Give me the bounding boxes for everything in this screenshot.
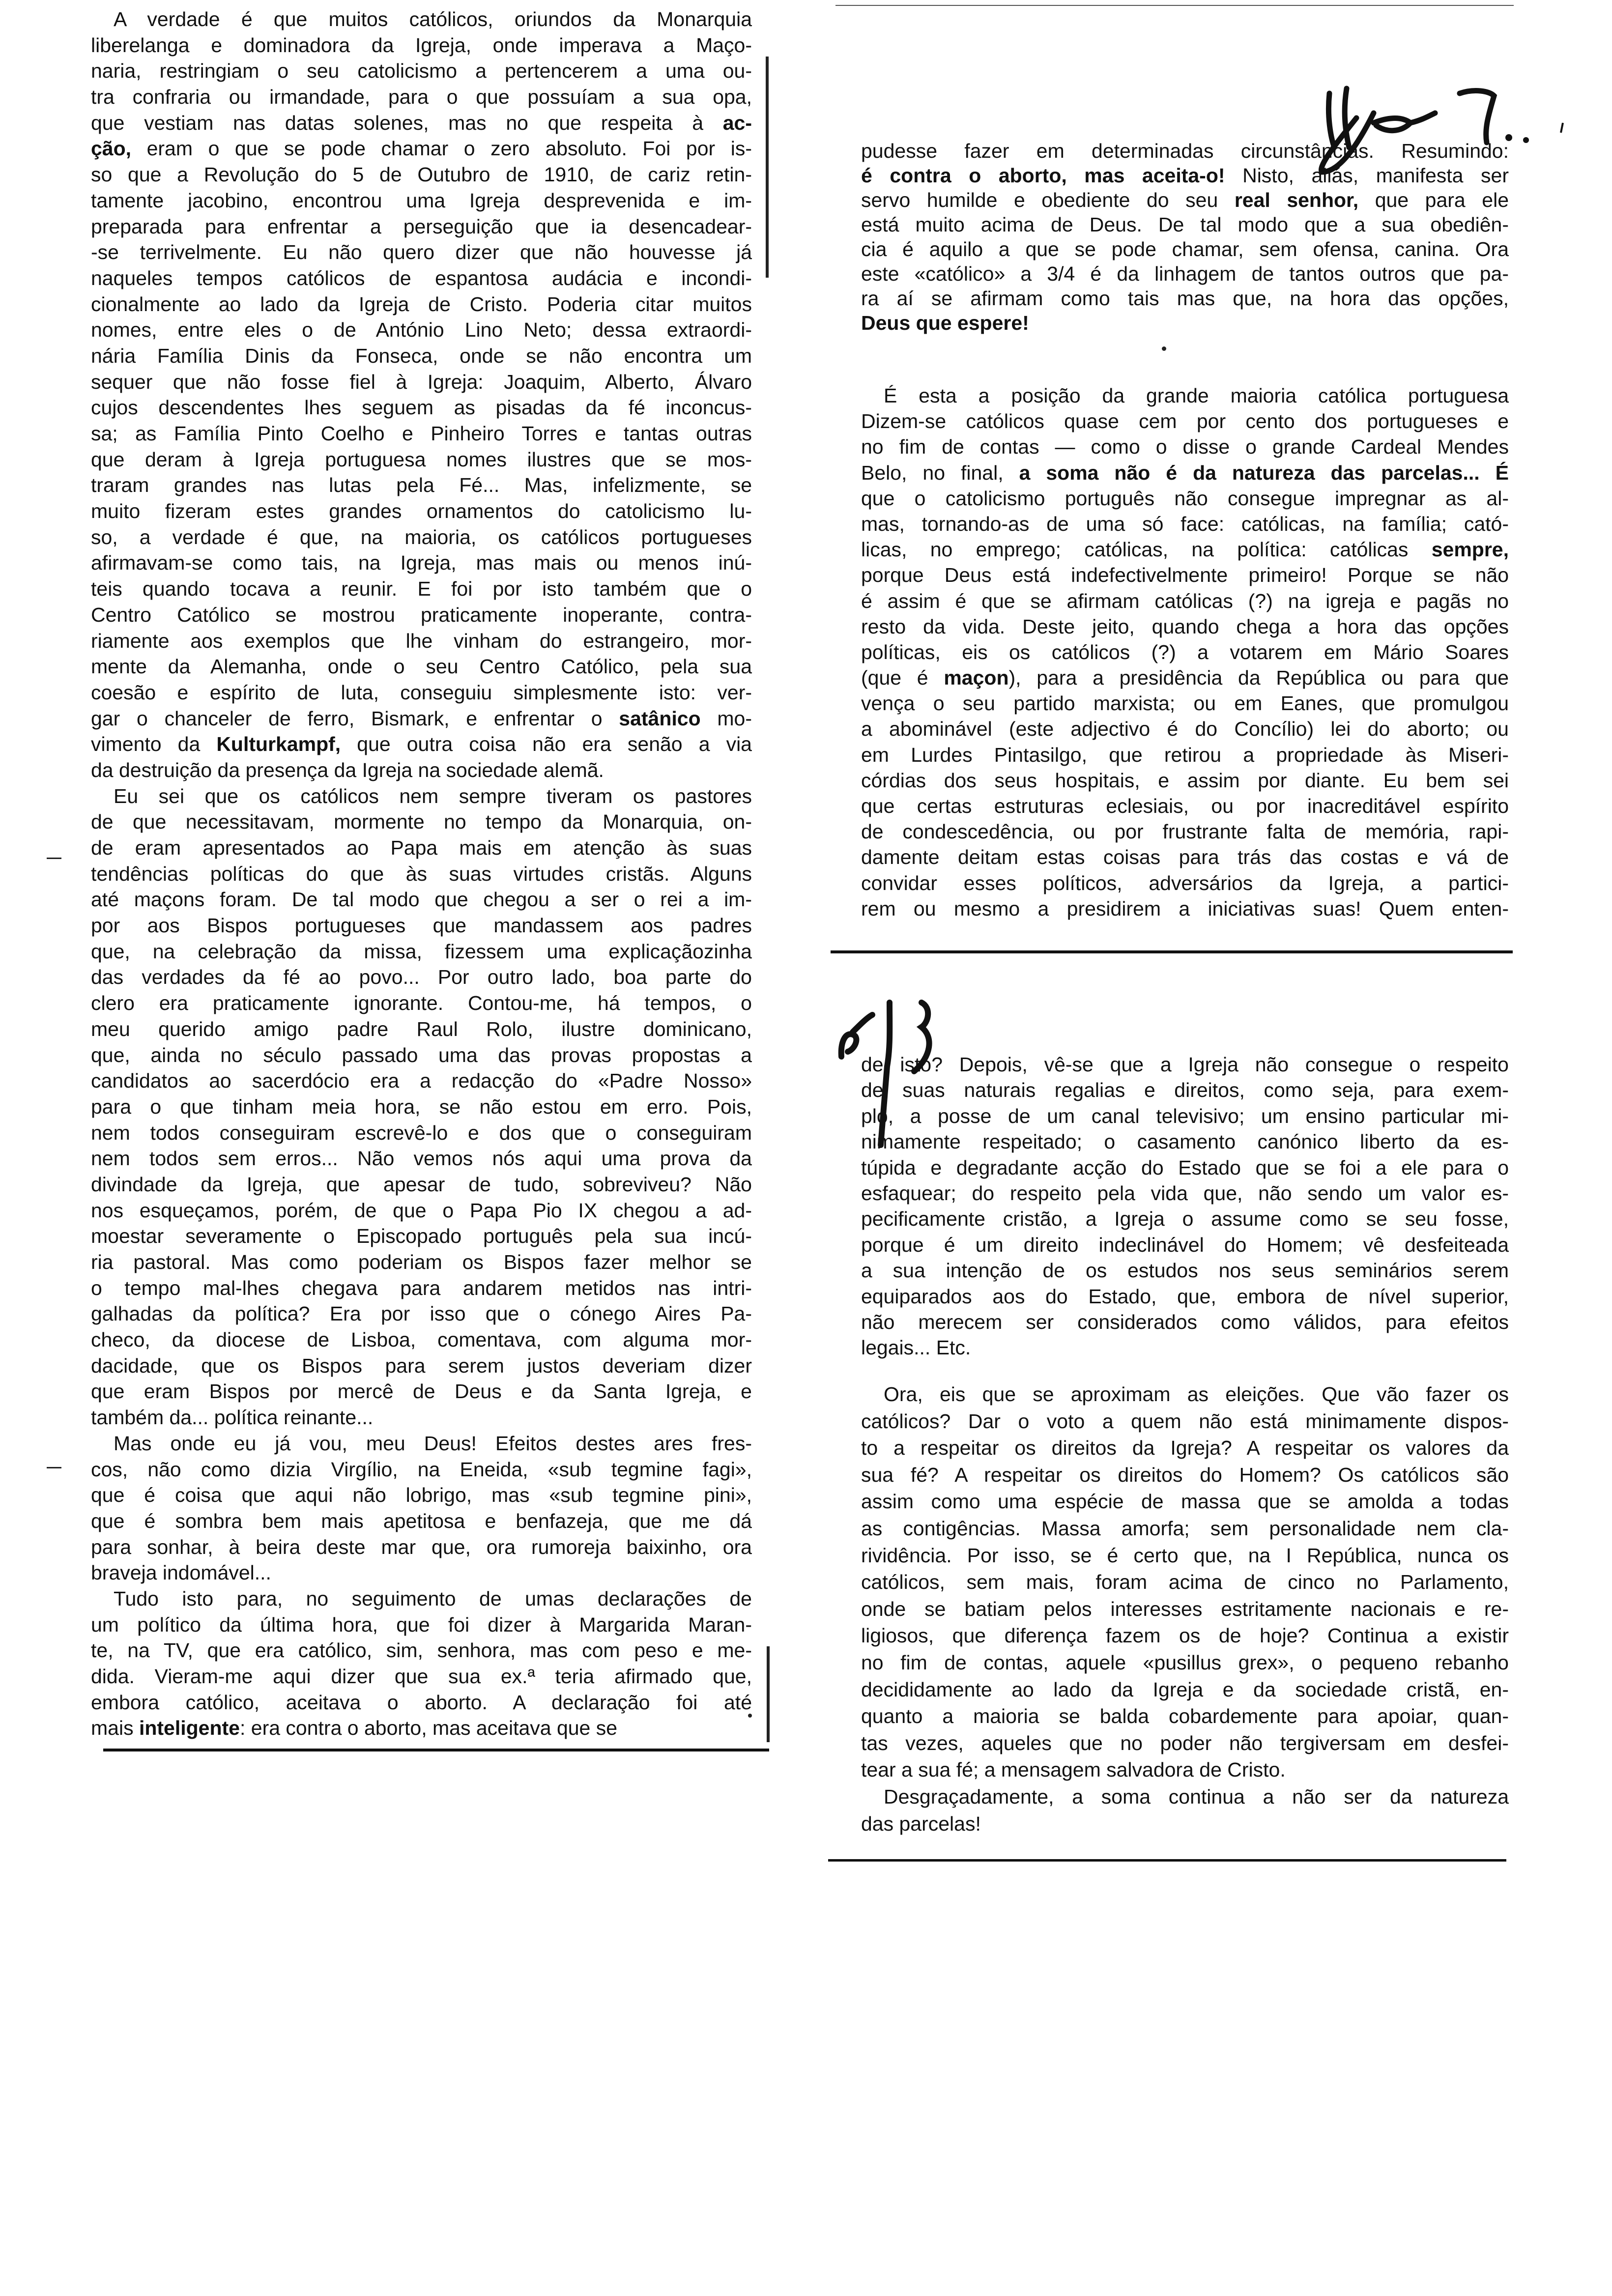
text-line [861,690,1509,716]
text-span: mas, tornando-as de uma só face: católicas, na família; cató- [861,512,1509,535]
text-line [861,742,1509,768]
text-span: liberelanga e dominadora da Igreja, onde imperava a Maço- [91,33,752,57]
text-span: da destruição da presença da Igreja na sociedade alemã. [91,758,604,781]
text-line [91,1120,752,1146]
text-line [91,1327,752,1353]
text-line [861,1488,1509,1515]
text-span: mais [91,1717,139,1740]
text-span: sua fé? A respeitar os direitos do Homem? Os católicos são [861,1463,1509,1486]
text-span: não merecem ser considerados como válidos, para efeitos [861,1310,1509,1333]
bold-text: Deus que espere! [861,312,1029,334]
bold-text: sempre, [1431,538,1509,561]
text-span: Tudo isto para, no seguimento de umas declarações de [114,1587,752,1610]
text-line [91,395,752,421]
text-line [91,58,752,84]
right-column-middle-text [861,383,1509,921]
text-span: nem todos sem erros... Não vemos nós aqui uma prova da [91,1147,752,1170]
text-span: checo, da diocese de Lisboa, comentava, com alguma mor- [91,1328,752,1351]
text-span: É esta a posição da grande maioria católica portuguesa [884,384,1509,407]
text-line [91,628,752,654]
text-line [91,1198,752,1224]
text-span: cionalmente ao lado da Igreja de Cristo. Poderia citar muitos [91,292,752,316]
text-line [861,408,1509,434]
text-line [861,1515,1509,1542]
text-span: o tempo mal-lhes chegava para andarem metidos nas intri- [91,1276,752,1299]
left-column-text [91,6,752,1741]
text-span: este «católico» a 3/4 é da linhagem de tantos outros que pa- [861,262,1509,285]
text-span: pudesse fazer em determinadas circunstâncias. Resumindo: [861,140,1509,162]
text-span: também da... política reinante... [91,1406,374,1429]
text-span: tear a sua fé; a mensagem salvadora de Cristo. [861,1758,1286,1781]
text-span: Eu sei que os católicos nem sempre tiveram os pastores [114,784,752,807]
text-line [91,6,752,32]
text-line [861,1381,1509,1408]
text-line [91,1068,752,1094]
text-line [861,793,1509,819]
text-line [861,1284,1509,1309]
text-line [861,1206,1509,1232]
text-line [91,1094,752,1120]
text-span: naqueles tempos católicos de espantosa audácia e incondi- [91,266,752,289]
top-thin-rule [835,5,1514,6]
text-line [91,654,752,680]
text-span: até maçons foram. De tal modo que chegou a ser o rei a im- [91,888,752,911]
text-span: ligiosos, que diferença fazem os de hoje? Continua a existir [861,1624,1509,1647]
text-line [861,1756,1509,1783]
text-span: mo- [700,707,752,730]
text-line [861,588,1509,614]
text-span: a sua intenção de os estudos nos seus seminários serem [861,1259,1509,1282]
text-span: teis quando tocava a reunir. E foi por isto também que o [91,577,752,601]
text-line [861,212,1509,237]
bold-text: maçon [944,666,1009,689]
text-line [91,1715,752,1741]
right-column-bottom-text [861,1381,1509,1837]
text-line [861,434,1509,459]
text-line [91,1534,752,1560]
text-line [91,1482,752,1508]
text-span: braveja indomável... [91,1561,271,1584]
text-span: vença o seu partido marxista; ou em Eanes, que promulgou [861,692,1509,715]
text-line [861,311,1509,335]
text-span: que, ainda no século passado uma das provas propostas a [91,1043,752,1066]
text-line [861,537,1509,562]
text-span: nos esqueçamos, porém, de que o Papa Pio IX chegou a ad- [91,1199,752,1222]
text-span: que vestiam nas datas solenes, mas no que respeita à [91,111,723,134]
text-line [861,1052,1509,1077]
text-span: nem todos conseguiram escrevê-lo e dos que o conseguiram [91,1121,752,1144]
text-line [861,1810,1509,1837]
text-line [91,1637,752,1664]
paragraph [861,139,1509,335]
text-line [861,1408,1509,1435]
text-line [91,32,752,58]
right-column-lower-text [861,1052,1509,1361]
paragraph [91,6,752,783]
text-line [861,870,1509,896]
text-span: políticas, eis os católicos (?) a votarem em Mário Soares [861,640,1509,663]
text-span: tendências políticas do que às suas virtudes cristãs. Alguns [91,862,752,885]
text-span: traram grandes nas lutas pela Fé... Mas, infelizmente, se [91,474,752,497]
text-span: sa; as Família Pinto Coelho e Pinheiro Torres e tantas outras [91,422,752,445]
text-span: candidatos ao sacerdócio era a redacção do «Padre Nosso» [91,1069,752,1092]
text-span: porque é um direito indeclinável do Homem; vê desfeiteada [861,1233,1509,1256]
text-span: de que necessitavam, mormente no tempo da Monarquia, on- [91,810,752,833]
text-span: que é sombra bem mais apetitosa e benfazeja, que me dá [91,1509,752,1532]
bold-text: é contra o aborto, mas aceita-o! [861,164,1225,187]
text-line [861,1258,1509,1283]
text-line [861,614,1509,639]
bold-text: Kulturkampf, [216,733,341,756]
text-span: que o catolicismo português não consegue impregnar as al- [861,487,1509,510]
text-span: que, na celebração da missa, fizessem uma explicaçãozinha [91,940,752,963]
text-span: a abominável (este adjectivo é do Concílio) lei do aborto; ou [861,718,1509,741]
bold-text: real senhor, [1234,189,1359,211]
text-span: damente deitam estas coisas para trás das costas e vá de [861,846,1509,869]
text-span: esfaquear; do respeito pela vida que, não sendo um valor es- [861,1181,1509,1205]
text-span: para sonhar, à beira deste mar que, ora rumoreja baixinho, ora [91,1535,752,1558]
text-span: muito fizeram estes grandes ornamentos do catolicismo lu- [91,500,752,523]
text-line [91,239,752,265]
text-span: quanto a maioria se balda cobardemente para apoiar, quan- [861,1705,1509,1728]
text-line [861,139,1509,163]
text-span: para o que tinham meia hora, se não estou em erro. Pois, [91,1095,752,1118]
text-span: naria, restringiam o seu catolicismo a pertencerem a uma ou- [91,59,752,83]
text-span: no fim de contas, aquele «pusillus grex», o pequeno rebanho [861,1651,1509,1674]
text-span: cos, não como dizia Virgílio, na Eneida, «sub tegmine fagi», [91,1458,752,1481]
right-column-top-text [861,139,1509,335]
text-line [91,913,752,939]
paragraph [91,1431,752,1586]
right-column-divider-rule [831,950,1513,953]
text-span: Mas onde eu já vou, meu Deus! Efeitos destes ares fres- [114,1432,752,1455]
text-span: rividência. Por isso, se é certo que, na I República, nunca os [861,1544,1509,1567]
text-line [91,680,752,706]
text-span: moestar severamente o Episcopado português pela sua incú- [91,1225,752,1248]
text-span: de condescedência, ou por frustrante falta de memória, rapi- [861,820,1509,843]
text-line [861,1077,1509,1103]
text-span: córdias dos seus hospitais, e assim por diante. Eu bem sei [861,769,1509,792]
text-span: so que a Revolução do 5 de Outubro de 1910, de cariz retin- [91,163,752,186]
text-span: nomes, entre eles o de António Lino Neto; dessa extraordi- [91,318,752,342]
text-line [91,421,752,447]
text-span: servo humilde e obediente do seu [861,189,1235,211]
paragraph [861,383,1509,921]
left-column-end-rule [103,1749,769,1751]
text-line [91,1249,752,1275]
text-line [91,757,752,783]
text-line [861,1155,1509,1180]
bold-text: a soma não é da natureza das parcelas... É [1019,461,1509,484]
text-span: tas vezes, aqueles que no poder não tergiversam em desfei- [861,1731,1509,1754]
text-span: está muito acima de Deus. De tal modo que a sua obediên- [861,213,1509,236]
text-span: eram o que se pode chamar o zero absoluto. Foi por is- [131,137,752,160]
text-span: gar o chanceler de ferro, Bismark, e enfrentar o [91,707,619,730]
text-span: católicos? Dar o voto a quem não está minimamente dispos- [861,1409,1509,1433]
text-line [91,1223,752,1249]
right-column-end-rule [828,1859,1506,1862]
margin-dash [47,1467,61,1468]
text-line [91,369,752,395]
text-line [91,1353,752,1379]
text-span: riamente aos exemplos que lhe vinham do estrangeiro, mor- [91,629,752,652]
text-line [861,1129,1509,1154]
text-line [861,1232,1509,1258]
text-line [91,809,752,835]
text-span: nimamente respeitado; o casamento canónico liberto da es- [861,1130,1509,1153]
text-line [861,896,1509,921]
text-span: meu querido amigo padre Raul Rolo, ilustre dominicano, [91,1017,752,1040]
text-span: nária Família Dinis da Fonseca, onde se não encontra um [91,344,752,367]
text-line [861,1703,1509,1730]
text-span: afirmavam-se como tais, na Igreja, mas mais ou menos inú- [91,551,752,574]
text-span: em Lurdes Pintasilgo, que retirou a propriedade às Miseri- [861,743,1509,766]
text-span: Dizem-se católicos quase cem por cento dos portugueses e [861,410,1509,433]
text-line [91,188,752,214]
bold-text: satânico [619,707,701,730]
text-span: é assim é que se afirmam católicas (?) na igreja e pagãs no [861,589,1509,612]
text-span: tra confraria ou irmandade, para o que possuíam a sua opa, [91,86,752,109]
text-span: embora católico, aceitava o aborto. A declaração foi até [91,1691,752,1714]
text-line [91,1560,752,1586]
text-span: clero era praticamente ignorante. Contou-me, há tempos, o [91,992,752,1015]
text-line [91,162,752,188]
text-span: porque Deus está indefectivelmente primeiro! Porque se não [861,564,1509,587]
text-line [861,562,1509,588]
paragraph [861,1381,1509,1783]
text-line [861,163,1509,188]
text-span: ria pastoral. Mas como poderiam os Bispos fazer melhor se [91,1251,752,1273]
text-line [91,447,752,473]
text-span: so, a verdade é que, na maioria, os católicos portugueses [91,525,752,548]
text-span: que é coisa que aqui não lobrigo, mas «sub tegmine pini», [91,1484,752,1507]
text-span: legais... Etc. [861,1336,971,1359]
text-span: tamente jacobino, encontrou uma Igreja desprevenida e im- [91,189,752,212]
text-span: Nisto, aliás, manifesta ser [1225,164,1509,187]
text-line [91,731,752,757]
text-span: plo, a posse de um canal televisivo; um ensino particular mi- [861,1104,1509,1127]
text-line [861,460,1509,486]
text-line [91,1431,752,1457]
text-span: cujos descendentes lhes seguem as pisadas da fé inconcus- [91,396,752,419]
text-span: das verdades da fé ao povo... Por outro lado, boa parte do [91,966,752,989]
text-line [861,1335,1509,1360]
text-span: licas, no emprego; católicas, na política: católicas [861,538,1432,561]
text-line [861,1542,1509,1569]
text-line [91,1016,752,1042]
text-span: pecificamente cristão, a Igreja o assume como se seu fosse, [861,1207,1509,1231]
text-line [861,768,1509,793]
text-span: preparada para enfrentar a perseguição que ia desencadear- [91,215,752,238]
text-line [91,84,752,110]
text-line [91,1146,752,1172]
text-span: Centro Católico se mostrou praticamente inoperante, contra- [91,603,752,626]
text-line [861,188,1509,212]
text-line [861,819,1509,844]
text-span: cia é aquilo a que se pode chamar, sem ofensa, canina. Ora [861,238,1509,260]
text-span: dida. Vieram-me aqui dizer que sua ex.ª teria afirmado que, [91,1665,752,1688]
text-line [861,383,1509,408]
text-span: que outra coisa não era senão a via [341,733,752,756]
text-line [861,1462,1509,1489]
text-line [91,964,752,990]
bold-text: inteligente [139,1717,240,1740]
text-line [861,1596,1509,1623]
text-span: dacidade, que os Bispos para serem justos deveriam dizer [91,1354,752,1377]
text-span: resto da vida. Deste jeito, quando chega a hora das opções [861,615,1509,638]
text-line [91,835,752,861]
text-span: vimento da [91,733,217,756]
text-line [91,1378,752,1405]
text-span: de suas naturais regalias e direitos, como seja, para exem- [861,1079,1509,1102]
text-line [91,291,752,317]
text-line [91,887,752,913]
text-line [91,498,752,524]
text-line [91,576,752,602]
text-span: te, na TV, que era católico, sim, senhora, mas com peso e me- [91,1639,752,1662]
text-line [91,939,752,965]
text-span: rem ou mesmo a presidirem a iniciativas suas! Quem enten- [861,897,1509,920]
text-span: assim como uma espécie de massa que se amolda a todas [861,1490,1509,1513]
text-line [861,665,1509,690]
paragraph [861,1783,1509,1837]
text-span: galhadas da política? Era por isso que o cónego Aires Pa- [91,1302,752,1325]
text-line [861,486,1509,511]
text-span: que deram à Igreja portuguesa nomes ilustres que se mos- [91,448,752,471]
text-line [861,1676,1509,1703]
paragraph [861,1052,1509,1361]
bold-text: ção, [91,137,132,160]
text-line [861,716,1509,742]
margin-dot [1162,346,1166,351]
text-line [91,783,752,809]
text-span: convidar esses políticos, adversários da Igreja, a partici- [861,871,1509,894]
text-span: equiparados aos do Estado, que, embora de nível superior, [861,1285,1509,1308]
text-span: no fim de contas — como o disse o grande Cardeal Mendes [861,435,1509,459]
text-line [861,1435,1509,1462]
text-line [91,1664,752,1690]
text-span: Ora, eis que se aproximam as eleições. Que vão fazer os [884,1383,1509,1406]
text-span: coesão e espírito de luta, conseguiu simplesmente isto: ver- [91,681,752,704]
text-span: que certas estruturas eclesiais, ou por inacreditável espírito [861,795,1509,817]
text-span: sequer que não fosse fiel à Igreja: Joaquim, Alberto, Álvaro [91,370,752,393]
text-span: Desgraçadamente, a soma continua a não ser da natureza [884,1785,1509,1808]
paragraph [91,783,752,1431]
text-line [861,1622,1509,1649]
text-line [91,1612,752,1638]
text-line [91,1042,752,1068]
text-line [861,1649,1509,1676]
text-span: mente da Alemanha, onde o seu Centro Católico, pela sua [91,655,752,678]
text-line [91,136,752,162]
text-line [861,286,1509,311]
text-span: : era contra o aborto, mas aceitava que se [240,1717,618,1740]
text-span: Belo, no final, [861,461,1019,484]
text-line [91,1405,752,1431]
text-span: decididamente ao lado da Igreja e da sociedade cristã, en- [861,1678,1509,1701]
text-span: católicos, sem mais, foram acima de cinco no Parlamento, [861,1571,1509,1594]
text-line [91,602,752,628]
paragraph [91,1586,752,1741]
text-line [861,237,1509,261]
text-span: (que é [861,666,944,689]
text-line [91,317,752,343]
text-line [91,1275,752,1301]
text-span: onde se batiam pelos interesses estritamente nacionais e re- [861,1597,1509,1620]
text-span: de isto? Depois, vê-se que a Igreja não consegue o respeito [861,1053,1509,1076]
text-span: por aos Bispos portugueses que mandassem aos padres [91,914,752,937]
text-line [861,1103,1509,1129]
text-line [91,1172,752,1198]
text-line [861,639,1509,665]
text-span: de eram apresentados ao Papa mais em atenção às suas [91,836,752,859]
text-line [91,1690,752,1716]
text-span: to a respeitar os direitos da Igreja? A respeitar os valores da [861,1436,1509,1460]
text-line [861,844,1509,870]
text-line [91,1508,752,1534]
text-span: A verdade é que muitos católicos, oriundos da Monarquia [114,8,752,30]
text-span: ra aí se afirmam como tais mas que, na hora das opções, [861,287,1509,310]
margin-dot [748,1714,752,1718]
text-span: que para ele [1358,189,1509,211]
text-span: que eram Bispos por mercê de Deus e da Santa Igreja, e [91,1380,752,1403]
text-line [861,1309,1509,1335]
text-line [91,524,752,550]
text-span: das parcelas! [861,1812,981,1835]
text-line [91,265,752,291]
text-line [861,261,1509,286]
column-margin-bar [767,1646,770,1742]
text-line [861,1730,1509,1757]
text-line [91,343,752,369]
text-line [91,550,752,576]
text-span: ), para a presidência da República ou para que [1008,666,1509,689]
text-line [861,1569,1509,1596]
text-line [91,1301,752,1327]
text-span: as contigências. Massa amorfa; sem personalidade nem cla- [861,1517,1509,1540]
text-line [861,1783,1509,1810]
margin-dash [47,858,61,859]
text-line [91,1457,752,1483]
text-line [91,472,752,498]
text-span: túpida e degradante acção do Estado que se foi a ele para o [861,1156,1509,1179]
text-line [91,1586,752,1612]
text-line [91,990,752,1016]
column-margin-bar [766,57,769,278]
text-span: um político da última hora, que foi dizer à Margarida Maran- [91,1613,752,1636]
text-line [91,214,752,240]
bold-text: ac- [722,111,752,134]
text-line [91,110,752,136]
text-line [91,861,752,887]
text-line [861,511,1509,537]
text-line [91,706,752,732]
text-span: divindade da Igreja, que apesar de tudo, sobreviveu? Não [91,1173,752,1196]
text-line [861,1180,1509,1206]
text-span: -se terrivelmente. Eu não quero dizer que não houvesse já [91,241,752,264]
